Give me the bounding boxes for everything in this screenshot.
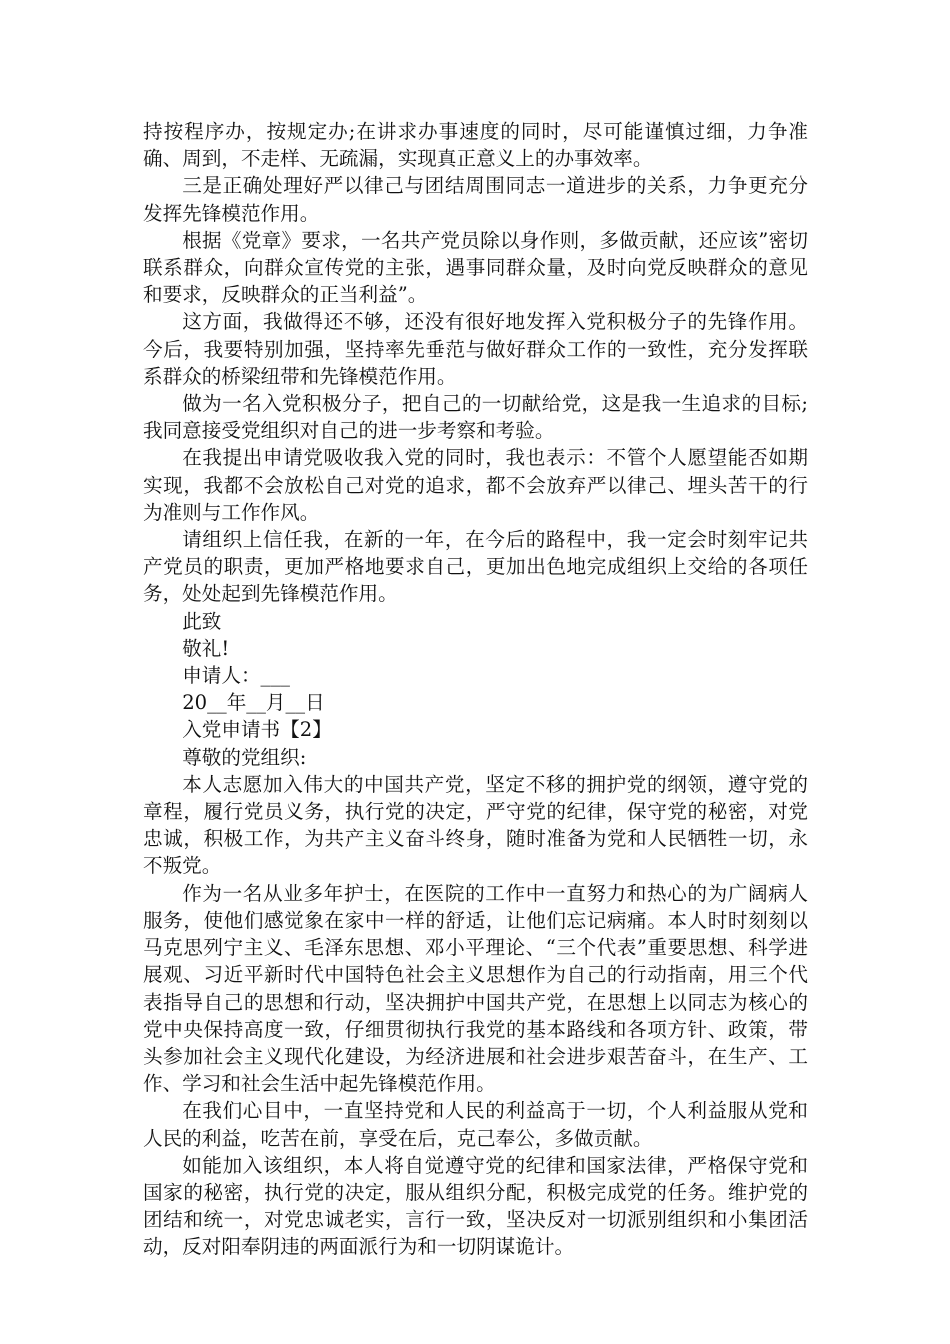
paragraph: 在我们心目中，一直坚持党和人民的利益高于一切，个人利益服从党和人民的利益，吃苦在前，享受在后，克己奉公，多做贡献。 xyxy=(143,1099,808,1150)
paragraph: 如能加入该组织，本人将自觉遵守党的纪律和国家法律，严格保守党和国家的秘密，执行党的决定，服从组织分配，积极完成党的任务。维护党的团结和统一，对党忠诚老实，言行一致，坚决反对一切派别组织和小集团活动，反对阳奉阴违的两面派行为和一切阴谋诡计。 xyxy=(143,1153,808,1259)
paragraph: 在我提出申请党吸收我入党的同时，我也表示：不管个人愿望能否如期实现，我都不会放松自己对党的追求，都不会放弃严以律己、埋头苦干的行为准则与工作作风。 xyxy=(143,446,808,524)
paragraph: 作为一名从业多年护士，在医院的工作中一直努力和热心的为广阔病人服务，使他们感觉象在家中一样的舒适，让他们忘记病痛。本人时时刻刻以马克思列宁主义、毛泽东思想、邓小平理论、“三个代表”重要思想、科学进展观、习近平新时代中国特色社会主义思想作为自己的行动指南，用三个代表指导自己的思想和行动，坚决拥护中国共产党，在思想上以同志为核心的党中央保持高度一致，仔细贯彻执行我党的基本路线和各项方针、政策，带头参加社会主义现代化建设，为经济进展和社会进步艰苦奋斗，在生产、工作、学习和社会生活中起先锋模范作用。 xyxy=(143,881,808,1096)
document-page xyxy=(143,118,808,1261)
paragraph: 本人志愿加入伟大的中国共产党，坚定不移的拥护党的纲领，遵守党的章程，履行党员义务，执行党的决定，严守党的纪律，保守党的秘密，对党忠诚，积极工作，为共产主义奋斗终身，随时准备为党和人民牺牲一切，永不叛党。 xyxy=(143,772,808,878)
section-title: 入党申请书【2】 xyxy=(182,718,332,742)
paragraph-continuation: 持按程序办，按规定办;在讲求办事速度的同时，尽可能谨慎过细，力争准确、周到，不走样、无疏漏，实现真正意义上的办事效率。 xyxy=(143,120,808,171)
closing-salutation: 此致 xyxy=(182,609,222,633)
paragraph: 做为一名入党积极分子，把自己的一切献给党，这是我一生追求的目标;我同意接受党组织对自己的进一步考察和考验。 xyxy=(143,392,808,443)
paragraph: 根据《党章》要求，一名共产党员除以身作则，多做贡献，还应该”密切联系群众，向群众宣传党的主张，遇事同群众量，及时向党反映群众的意见和要求，反映群众的正当利益”。 xyxy=(143,228,808,307)
paragraph: 三是正确处理好严以律己与团结周围同志一道进步的关系，力争更充分发挥先锋模范作用。 xyxy=(143,174,808,225)
paragraph: 这方面，我做得还不够，还没有很好地发挥入党积极分子的先锋作用。今后，我要特别加强，坚持率先垂范与做好群众工作的一致性，充分发挥联系群众的桥梁纽带和先锋模范作用。 xyxy=(143,310,808,388)
paragraph: 请组织上信任我，在新的一年，在今后的路程中，我一定会时刻牢记共产党员的职责，更加严格地要求自己，更加出色地完成组织上交给的各项任务，处处起到先锋模范作用。 xyxy=(143,528,808,606)
closing-regards: 敬礼! xyxy=(182,636,230,660)
date-line: 20__年__月__日 xyxy=(182,691,325,715)
applicant-signature: 申请人：___ xyxy=(182,664,290,688)
greeting: 尊敬的党组织: xyxy=(182,745,307,769)
